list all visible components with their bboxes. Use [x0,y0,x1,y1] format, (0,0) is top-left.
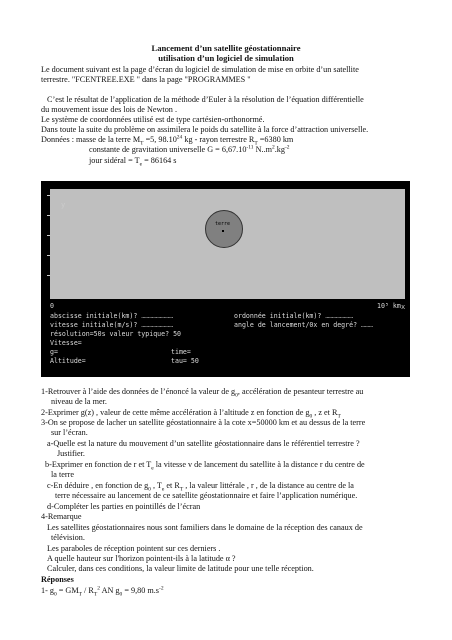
question-3-line-2: sur l’écran. [51,428,88,437]
angle-prompt: angle de lancement/0x en degré? ……… [234,321,373,329]
abscisse-prompt: abscisse initiale(km)? …………………… [50,312,174,320]
vitesse-prompt: vitesse initiale(m/s)? …………………… [50,321,174,329]
question-3a-justify: Justifier. [57,449,85,458]
y-axis-tick [47,215,50,216]
x-axis-label: x [401,303,406,311]
y-axis-tick [47,235,50,236]
question-3b-line-1: b-Exprimer en fonction de r et $T_e$ la vitesse v de lancement du satellite à la distance r du centre de [45,460,365,472]
earth-label: terre [215,221,231,227]
title-line-2: utilisation d’un logiciel de simulation [158,53,294,63]
tau-readout: tau= 50 [171,357,199,365]
question-1-line-1: 1-Retrouver à l’aide des données de l’énoncé la valeur de $g_0$, accélération de pesanteur terrestre au [41,387,364,399]
question-4-line-4: A quelle hauteur sur l'horizon pointent-ils à la latitude α ? [47,554,236,563]
intro-line-5: Le système de coordonnées utilisé est de type cartésien-orthonormé. [41,115,265,124]
answer-1: 1- $g_0 = GM_T / R_T^2$ AN $g_0 = 9,80$ $m.s^{-2}$ [41,585,164,598]
origin-label: 0 [50,302,54,310]
data-masse-line: Données : masse de la terre $M_T =5$, 98.10$^{24}$ kg - rayon terrestre $R_T =6380$ km [41,134,294,147]
question-3d: d-Compléter les parties en pointillés de l’écran [47,502,201,511]
question-3c-line-1: c-En déduire , en fonction de $g_0$ , $T_e$ et $R_T$ , la valeur littérale , r , de la distance au centre de la [47,481,354,493]
y-axis-tick [47,195,50,196]
data-jour-line: jour sidéral = $T_e = 86164$ s [89,156,177,168]
question-4-line-3: Les paraboles de réception pointent sur ces derniers . [47,544,221,553]
time-readout: time= [171,348,191,356]
question-4-heading: 4-Remarque [41,512,82,521]
question-1-line-2: niveau de la mer. [51,397,107,406]
question-2: 2-Exprimer g(z) , valeur de cette même accélération à l’altitude z en fonction de $g_0$ , z et $R_T$ [41,408,341,420]
question-3a: a-Quelle est la nature du mouvement d’un satellite géostationnaire dans le référentiel terrestre ? [47,439,360,448]
question-3c-line-2: terre nécessaire au lancement de ce satellite géostationnaire et faire l’application numérique. [55,491,358,500]
data-constante-line: constante de gravitation universelle $G = 6,67.10^{-11}$ $N..m^2.kg^{-2}$ [89,144,290,154]
title-line-1: Lancement d’un satellite géostationnaire [151,43,301,53]
question-4-line-5: Calculer, dans ces conditions, la valeur limite de latitude pour une telle réception. [47,564,314,573]
earth-center-dot [222,230,224,232]
y-axis-label: y [61,201,66,209]
question-4-line-2: télévision. [51,533,85,542]
g-readout: g= [50,348,58,356]
intro-line-1: Le document suivant est la page d’écran du logiciel de simulation de mise en orbite d’un satellite [41,65,359,74]
resolution-prompt: résolution=50s valeur typique? 50 [50,330,182,338]
question-3b-line-2: la terre [51,470,74,479]
intro-line-2: terrestre. "FCENTREE.EXE " dans la page "PROGRAMMES " [41,75,251,84]
ordonnee-prompt: ordonnée initiale(km)? ………………… [234,312,354,320]
altitude-readout: Altitude= [50,357,86,365]
intro-line-3: C’est le résultat de l’application de la méthode d’Euler à la résolution de l’équation différentielle [47,95,364,104]
question-3-line-1: 3-On se propose de lacher un satellite géostationnaire à la cote x=50000 km et au dessus de la terre [41,418,366,427]
intro-line-6: Dans toute la suite du problème on assimilera le poids du satellite à la force d’attraction universelle. [41,125,369,134]
y-axis-tick [47,255,50,256]
earth-disc [205,210,243,248]
intro-line-4: du mouvement issue des lois de Newton . [41,105,177,114]
answers-heading: Réponses [41,575,74,584]
scale-label: 10⁵ km [377,302,401,310]
vitesse-readout: Vitesse= [50,339,82,347]
y-axis-tick [47,275,50,276]
question-4-line-1: Les satellites géostationnaires nous sont familiers dans le domaine de la réception des canaux de [47,523,363,532]
simulation-screen [41,181,410,377]
